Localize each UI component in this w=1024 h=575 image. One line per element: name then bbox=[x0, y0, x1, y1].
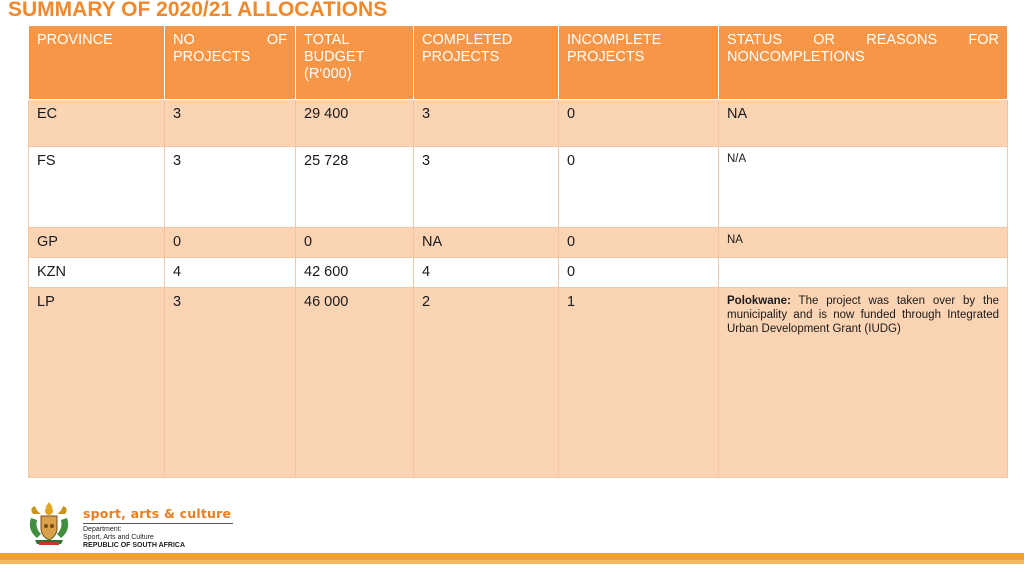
cell-incomplete: 1 bbox=[559, 288, 719, 478]
cell-province: FS bbox=[29, 147, 165, 228]
cell-completed: 2 bbox=[414, 288, 559, 478]
cell-budget: 25 728 bbox=[296, 147, 414, 228]
cell-projects: 3 bbox=[165, 147, 296, 228]
cell-budget: 42 600 bbox=[296, 258, 414, 288]
cell-province: GP bbox=[29, 228, 165, 258]
table-row bbox=[29, 100, 1008, 147]
footer-bar bbox=[0, 553, 1024, 560]
cell-projects: 3 bbox=[165, 288, 296, 478]
table-row bbox=[29, 288, 1008, 478]
status-text: The project was taken over by the municipality and is now funded through Integrated Urban Development Grant (IUDG) bbox=[727, 295, 999, 335]
footer-bar-light bbox=[0, 560, 1024, 564]
coat-of-arms-icon bbox=[27, 500, 71, 546]
cell-province: EC bbox=[29, 100, 165, 147]
cell-incomplete: 0 bbox=[559, 228, 719, 258]
allocations-table bbox=[28, 25, 1008, 478]
cell-incomplete: 0 bbox=[559, 258, 719, 288]
department-brand bbox=[83, 506, 233, 550]
header-incomplete: INCOMPLETE PROJECTS bbox=[559, 26, 719, 100]
cell-province: LP bbox=[29, 288, 165, 478]
cell-status: NA bbox=[719, 100, 1008, 147]
cell-status bbox=[719, 258, 1008, 288]
cell-province: KZN bbox=[29, 258, 165, 288]
cell-incomplete: 0 bbox=[559, 100, 719, 147]
brand-name: sport, arts & culture bbox=[83, 506, 232, 521]
cell-status bbox=[719, 288, 1008, 478]
table-header-row bbox=[29, 26, 1008, 100]
header-total-budget: TOTAL BUDGET (R‘000) bbox=[296, 26, 414, 100]
cell-projects: 3 bbox=[165, 100, 296, 147]
brand-line-country: REPUBLIC OF SOUTH AFRICA bbox=[83, 542, 186, 549]
header-status: STATUS OR REASONS FOR NONCOMPLETIONS bbox=[719, 26, 1008, 100]
status-place: Polokwane: bbox=[727, 295, 791, 307]
header-province: PROVINCE bbox=[29, 26, 165, 100]
cell-budget: 46 000 bbox=[296, 288, 414, 478]
brand-line-department: Department: bbox=[83, 526, 122, 533]
cell-completed: 3 bbox=[414, 100, 559, 147]
table-row bbox=[29, 147, 1008, 228]
cell-budget: 0 bbox=[296, 228, 414, 258]
cell-status: NA bbox=[719, 228, 1008, 258]
cell-completed: 4 bbox=[414, 258, 559, 288]
cell-budget: 29 400 bbox=[296, 100, 414, 147]
header-no-projects: NO OF PROJECTS bbox=[165, 26, 296, 100]
cell-completed: NA bbox=[414, 228, 559, 258]
cell-incomplete: 0 bbox=[559, 147, 719, 228]
cell-projects: 4 bbox=[165, 258, 296, 288]
cell-status: N/A bbox=[719, 147, 1008, 228]
header-completed: COMPLETED PROJECTS bbox=[414, 26, 559, 100]
brand-line-name: Sport, Arts and Culture bbox=[83, 534, 154, 541]
table-row bbox=[29, 228, 1008, 258]
brand-divider bbox=[83, 523, 233, 524]
page-title: SUMMARY OF 2020/21 ALLOCATIONS bbox=[8, 0, 388, 21]
table-row bbox=[29, 258, 1008, 288]
cell-projects: 0 bbox=[165, 228, 296, 258]
cell-completed: 3 bbox=[414, 147, 559, 228]
